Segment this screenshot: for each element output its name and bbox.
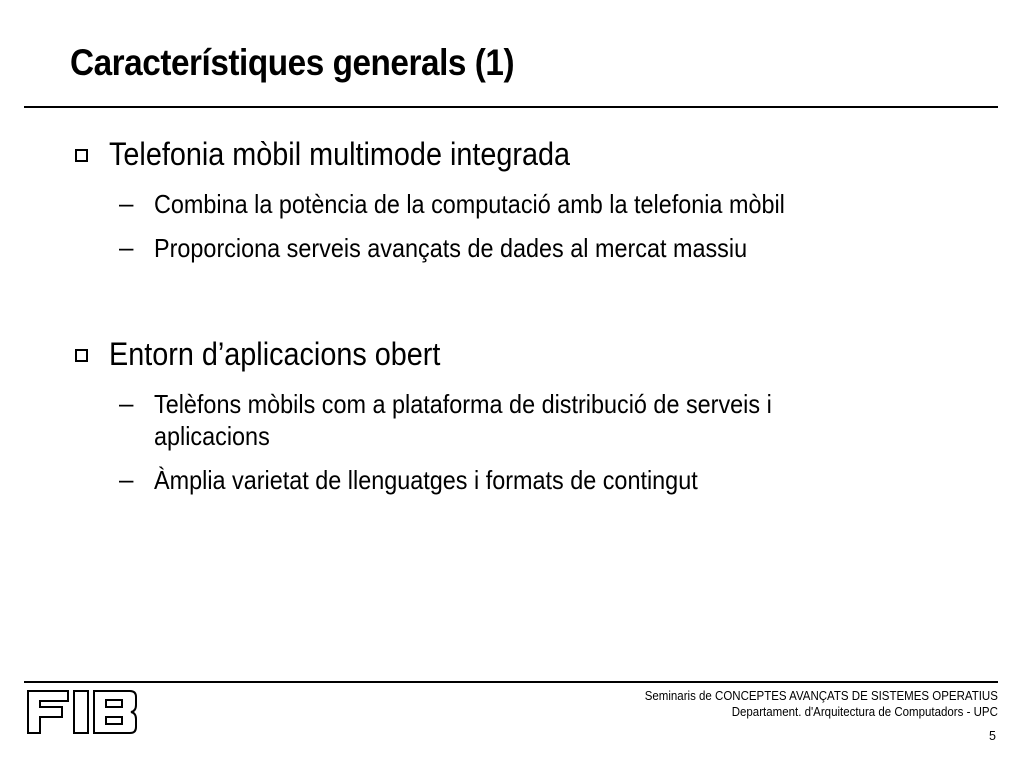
footer-course: Seminaris de CONCEPTES AVANÇATS DE SISTEMES OPERATIUS bbox=[644, 689, 998, 703]
sub-bullet-line: Àmplia varietat de llenguatges i formats de contingut bbox=[154, 465, 698, 495]
sub-bullet-text bbox=[154, 388, 892, 452]
dash-bullet: – bbox=[119, 232, 134, 262]
sub-bullet bbox=[0, 188, 1024, 220]
sub-bullet-line: aplicacions bbox=[154, 421, 270, 451]
sub-bullet-text bbox=[154, 464, 892, 496]
section-1 bbox=[0, 136, 1024, 264]
footer-text bbox=[645, 688, 998, 720]
dash-bullet: – bbox=[119, 188, 134, 218]
page-number: 5 bbox=[989, 729, 996, 743]
slide-title: Característiques generals (1) bbox=[70, 42, 515, 83]
sub-bullet-line: Telèfons mòbils com a plataforma de distribució de serveis i bbox=[154, 389, 772, 419]
footer-department: Departament. d'Arquitectura de Computadors - UPC bbox=[731, 705, 998, 719]
square-bullet-icon bbox=[75, 349, 88, 362]
dash-bullet: – bbox=[119, 464, 134, 494]
dash-bullet: – bbox=[119, 388, 134, 418]
bullet-main-1 bbox=[0, 136, 1024, 176]
sub-bullet-text bbox=[154, 188, 892, 220]
title-divider bbox=[24, 106, 998, 108]
footer-divider bbox=[24, 681, 998, 683]
sub-bullet-text bbox=[154, 232, 892, 264]
sub-bullet-line: Proporciona serveis avançats de dades al mercat massiu bbox=[154, 233, 748, 263]
section-2 bbox=[0, 336, 1024, 496]
bullet-main-2 bbox=[0, 336, 1024, 376]
sub-bullet bbox=[0, 464, 1024, 496]
fib-logo bbox=[26, 689, 138, 735]
sub-bullet bbox=[0, 388, 1024, 452]
sub-bullet-line: Combina la potència de la computació amb la telefonia mòbil bbox=[154, 189, 785, 219]
bullet-main-text: Telefonia mòbil multimode integrada bbox=[109, 136, 571, 172]
bullet-main-text: Entorn d’aplicacions obert bbox=[109, 336, 441, 372]
sub-bullet bbox=[0, 232, 1024, 264]
square-bullet-icon bbox=[75, 149, 88, 162]
